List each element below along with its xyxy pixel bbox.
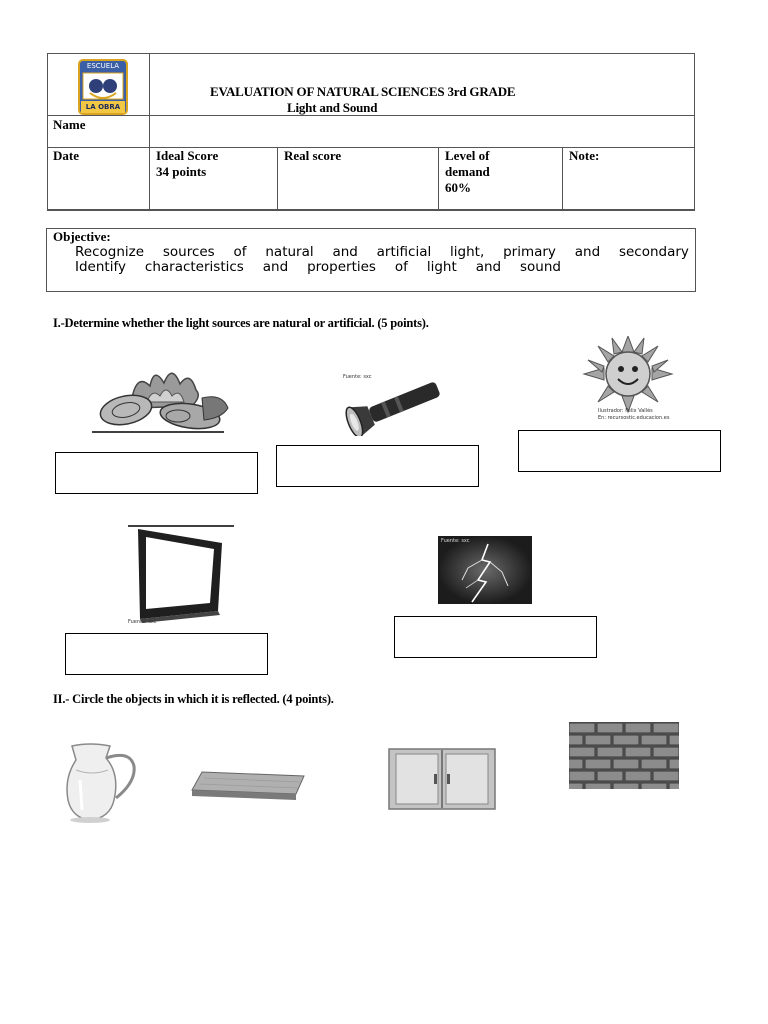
objective-word: secondary	[618, 244, 689, 260]
image-credit: En: recursostic.educacion.es	[598, 415, 670, 421]
objective-word: sources	[162, 244, 215, 260]
date-label: Date	[53, 148, 79, 163]
section1-heading: I.-Determine whether the light sources are natural or artificial. (5 points).	[53, 316, 429, 330]
image-credit: Fuente: sxc	[343, 374, 372, 380]
brick-wall-icon[interactable]	[569, 722, 679, 789]
objective-line-1	[75, 245, 689, 260]
level-value: 60%	[445, 180, 471, 195]
objective-word: artificial	[376, 244, 432, 260]
objective-word: and	[475, 259, 502, 275]
answer-box-campfire[interactable]	[55, 452, 258, 494]
wooden-board-icon[interactable]	[190, 768, 306, 806]
flashlight-icon	[340, 372, 446, 436]
objective-word: properties	[307, 259, 376, 275]
name-label: Name	[53, 117, 86, 132]
section2-heading: II.- Circle the objects in which it is reflected. (4 points).	[53, 692, 334, 706]
objective-word: and	[332, 244, 358, 260]
logo-top-text: ESCUELA	[86, 62, 120, 70]
note-label: Note:	[569, 148, 600, 163]
image-credit: Ilustrador: Félix Vallés	[598, 408, 653, 414]
television-icon	[126, 525, 236, 629]
objective-line-2	[75, 260, 561, 275]
objective-word: light	[426, 259, 457, 275]
campfire-icon	[92, 358, 230, 434]
glass-jug-icon[interactable]	[62, 740, 140, 824]
answer-box-flashlight[interactable]	[276, 445, 479, 487]
objective-word: and	[574, 244, 601, 260]
sun-icon	[576, 336, 680, 424]
logo-bottom-text: LA OBRA	[85, 103, 121, 111]
image-credit: Fuente: sxc	[128, 619, 157, 625]
objective-word: Recognize	[75, 244, 145, 260]
answer-box-lightning[interactable]	[394, 616, 597, 658]
objective-word: of	[233, 244, 247, 260]
objective-label: Objective:	[53, 229, 111, 244]
page-title: EVALUATION OF NATURAL SCIENCES 3rd GRADE	[210, 84, 516, 99]
real-score-label: Real score	[284, 148, 342, 163]
objective-word: characteristics	[144, 259, 244, 275]
answer-box-television[interactable]	[65, 633, 268, 675]
ideal-score-label: Ideal Score	[156, 148, 219, 163]
objective-word: natural	[265, 244, 314, 260]
ideal-score-value: 34 points	[156, 164, 207, 179]
objective-word: light,	[450, 244, 485, 260]
level-label-1: Level of	[445, 148, 490, 163]
window-icon[interactable]	[388, 748, 496, 810]
objective-word: sound	[520, 259, 561, 275]
lightning-icon	[438, 536, 532, 604]
objective-word: primary	[503, 244, 556, 260]
answer-box-sun[interactable]	[518, 430, 721, 472]
page-subtitle: Light and Sound	[287, 100, 378, 115]
objective-word: of	[394, 259, 408, 275]
objective-word: Identify	[75, 259, 126, 275]
objective-word: and	[262, 259, 289, 275]
level-label-2: demand	[445, 164, 490, 179]
image-credit: Fuente: sxc	[441, 538, 470, 544]
school-logo	[78, 59, 128, 115]
